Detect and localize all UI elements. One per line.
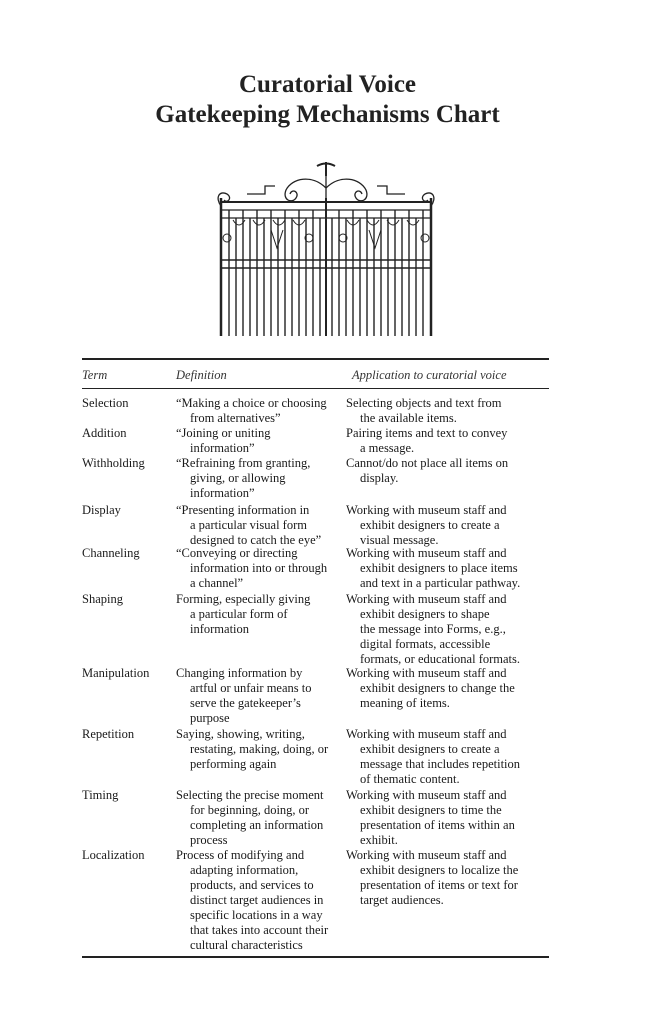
- application-cell-line: Pairing items and text to convey: [346, 426, 508, 440]
- term-cell: Channeling: [82, 546, 140, 560]
- definition-cell-line: “Presenting information in: [176, 503, 310, 517]
- term-cell: Display: [82, 503, 121, 517]
- definition-cell: [176, 592, 346, 637]
- definition-cell-line: purpose: [190, 711, 230, 725]
- application-cell-line: exhibit designers to create a: [360, 518, 500, 532]
- definition-cell: [176, 396, 346, 426]
- definition-cell: [176, 848, 346, 953]
- application-cell-line: exhibit designers to create a: [360, 742, 500, 756]
- term-cell: Localization: [82, 848, 145, 862]
- definition-cell-line: that takes into account their: [190, 923, 329, 937]
- definition-cell: [176, 788, 346, 848]
- header-definition: Definition: [176, 368, 227, 382]
- definition-cell-line: restating, making, doing, or: [190, 742, 329, 756]
- application-cell-line: presentation of items within an: [360, 818, 515, 832]
- application-cell-line: exhibit designers to localize the: [360, 863, 519, 877]
- definition-cell-line: a particular visual form: [190, 518, 307, 532]
- definition-cell-line: giving, or allowing: [190, 471, 286, 485]
- definition-cell: [176, 666, 346, 726]
- application-cell-line: exhibit designers to shape: [360, 607, 490, 621]
- definition-cell-line: completing an information: [190, 818, 324, 832]
- application-cell-line: exhibit designers to change the: [360, 681, 515, 695]
- definition-cell-line: a channel”: [190, 576, 244, 590]
- definition-cell-line: information”: [190, 441, 255, 455]
- definition-cell: [176, 456, 346, 501]
- term-cell: Manipulation: [82, 666, 150, 680]
- title-line-1: Curatorial Voice: [238, 71, 417, 98]
- application-cell: [346, 396, 549, 426]
- definition-cell-line: distinct target audiences in: [190, 893, 324, 907]
- definition-cell-line: artful or unfair means to: [190, 681, 312, 695]
- application-cell-line: a message.: [360, 441, 415, 455]
- definition-cell: [176, 546, 346, 591]
- application-cell-line: display.: [360, 471, 399, 485]
- definition-cell-line: serve the gatekeeper’s: [190, 696, 301, 710]
- term-cell: Repetition: [82, 727, 135, 741]
- application-cell-line: Working with museum staff and: [346, 666, 507, 680]
- application-cell-line: digital formats, accessible: [360, 637, 491, 651]
- application-cell-line: Working with museum staff and: [346, 503, 507, 517]
- application-cell-line: presentation of items or text for: [360, 878, 518, 892]
- application-cell: [346, 848, 549, 908]
- application-cell-line: of thematic content.: [360, 772, 460, 786]
- application-cell-line: Cannot/do not place all items on: [346, 456, 509, 470]
- definition-cell-line: “Refraining from granting,: [176, 456, 311, 470]
- definition-cell-line: products, and services to: [190, 878, 314, 892]
- application-cell-line: target audiences.: [360, 893, 444, 907]
- application-cell-line: the available items.: [360, 411, 457, 425]
- definition-cell-line: Process of modifying and: [176, 848, 305, 862]
- application-cell-line: and text in a particular pathway.: [360, 576, 521, 590]
- application-cell: [346, 788, 549, 848]
- application-cell-line: Selecting objects and text from: [346, 396, 502, 410]
- application-cell-line: exhibit.: [360, 833, 398, 847]
- definition-cell-line: information: [190, 622, 250, 636]
- header-term: Term: [82, 368, 108, 382]
- definition-cell-line: from alternatives”: [190, 411, 281, 425]
- term-cell: Addition: [82, 426, 127, 440]
- application-cell-line: exhibit designers to time the: [360, 803, 502, 817]
- application-cell-line: message that includes repetition: [360, 757, 521, 771]
- application-cell-line: Working with museum staff and: [346, 788, 507, 802]
- definition-cell-line: “Conveying or directing: [176, 546, 298, 560]
- definition-cell-line: Selecting the precise moment: [176, 788, 324, 802]
- definition-cell-line: Changing information by: [176, 666, 303, 680]
- title-line-2: Gatekeeping Mechanisms Chart: [155, 101, 500, 128]
- header-application: Application to curatorial voice: [352, 368, 507, 382]
- gate-illustration-icon: [205, 158, 447, 336]
- application-cell-line: Working with museum staff and: [346, 546, 507, 560]
- definition-cell-line: information into or through: [190, 561, 328, 575]
- table-bottom-rule: [82, 956, 549, 958]
- application-cell: [346, 592, 549, 667]
- definition-cell: [176, 426, 346, 456]
- application-cell-line: meaning of items.: [360, 696, 450, 710]
- application-cell-line: Working with museum staff and: [346, 592, 507, 606]
- definition-cell-line: “Making a choice or choosing: [176, 396, 327, 410]
- definition-cell-line: designed to catch the eye”: [190, 533, 322, 547]
- application-cell-line: exhibit designers to place items: [360, 561, 518, 575]
- definition-cell: [176, 503, 346, 548]
- definition-cell-line: process: [190, 833, 228, 847]
- definition-cell-line: for beginning, doing, or: [190, 803, 310, 817]
- term-cell: Shaping: [82, 592, 123, 606]
- definition-cell-line: “Joining or uniting: [176, 426, 271, 440]
- application-cell-line: Working with museum staff and: [346, 727, 507, 741]
- page-title: [0, 70, 655, 130]
- definition-cell: [176, 727, 346, 772]
- application-cell: [346, 546, 549, 591]
- definition-cell-line: adapting information,: [190, 863, 299, 877]
- definition-cell-line: performing again: [190, 757, 277, 771]
- definition-cell-line: a particular form of: [190, 607, 288, 621]
- definition-cell-line: specific locations in a way: [190, 908, 323, 922]
- application-cell-line: Working with museum staff and: [346, 848, 507, 862]
- application-cell-line: visual message.: [360, 533, 439, 547]
- term-cell: Timing: [82, 788, 119, 802]
- table-top-rule: [82, 358, 549, 360]
- application-cell: [346, 503, 549, 548]
- application-cell: [346, 727, 549, 787]
- definition-cell-line: information”: [190, 486, 255, 500]
- application-cell: [346, 456, 549, 486]
- table-header-rule: [82, 388, 549, 389]
- term-cell: Selection: [82, 396, 129, 410]
- application-cell-line: the message into Forms, e.g.,: [360, 622, 506, 636]
- term-cell: Withholding: [82, 456, 145, 470]
- application-cell: [346, 426, 549, 456]
- definition-cell-line: Forming, especially giving: [176, 592, 311, 606]
- definition-cell-line: cultural characteristics: [190, 938, 303, 952]
- application-cell-line: formats, or educational formats.: [360, 652, 521, 666]
- definition-cell-line: Saying, showing, writing,: [176, 727, 305, 741]
- application-cell: [346, 666, 549, 711]
